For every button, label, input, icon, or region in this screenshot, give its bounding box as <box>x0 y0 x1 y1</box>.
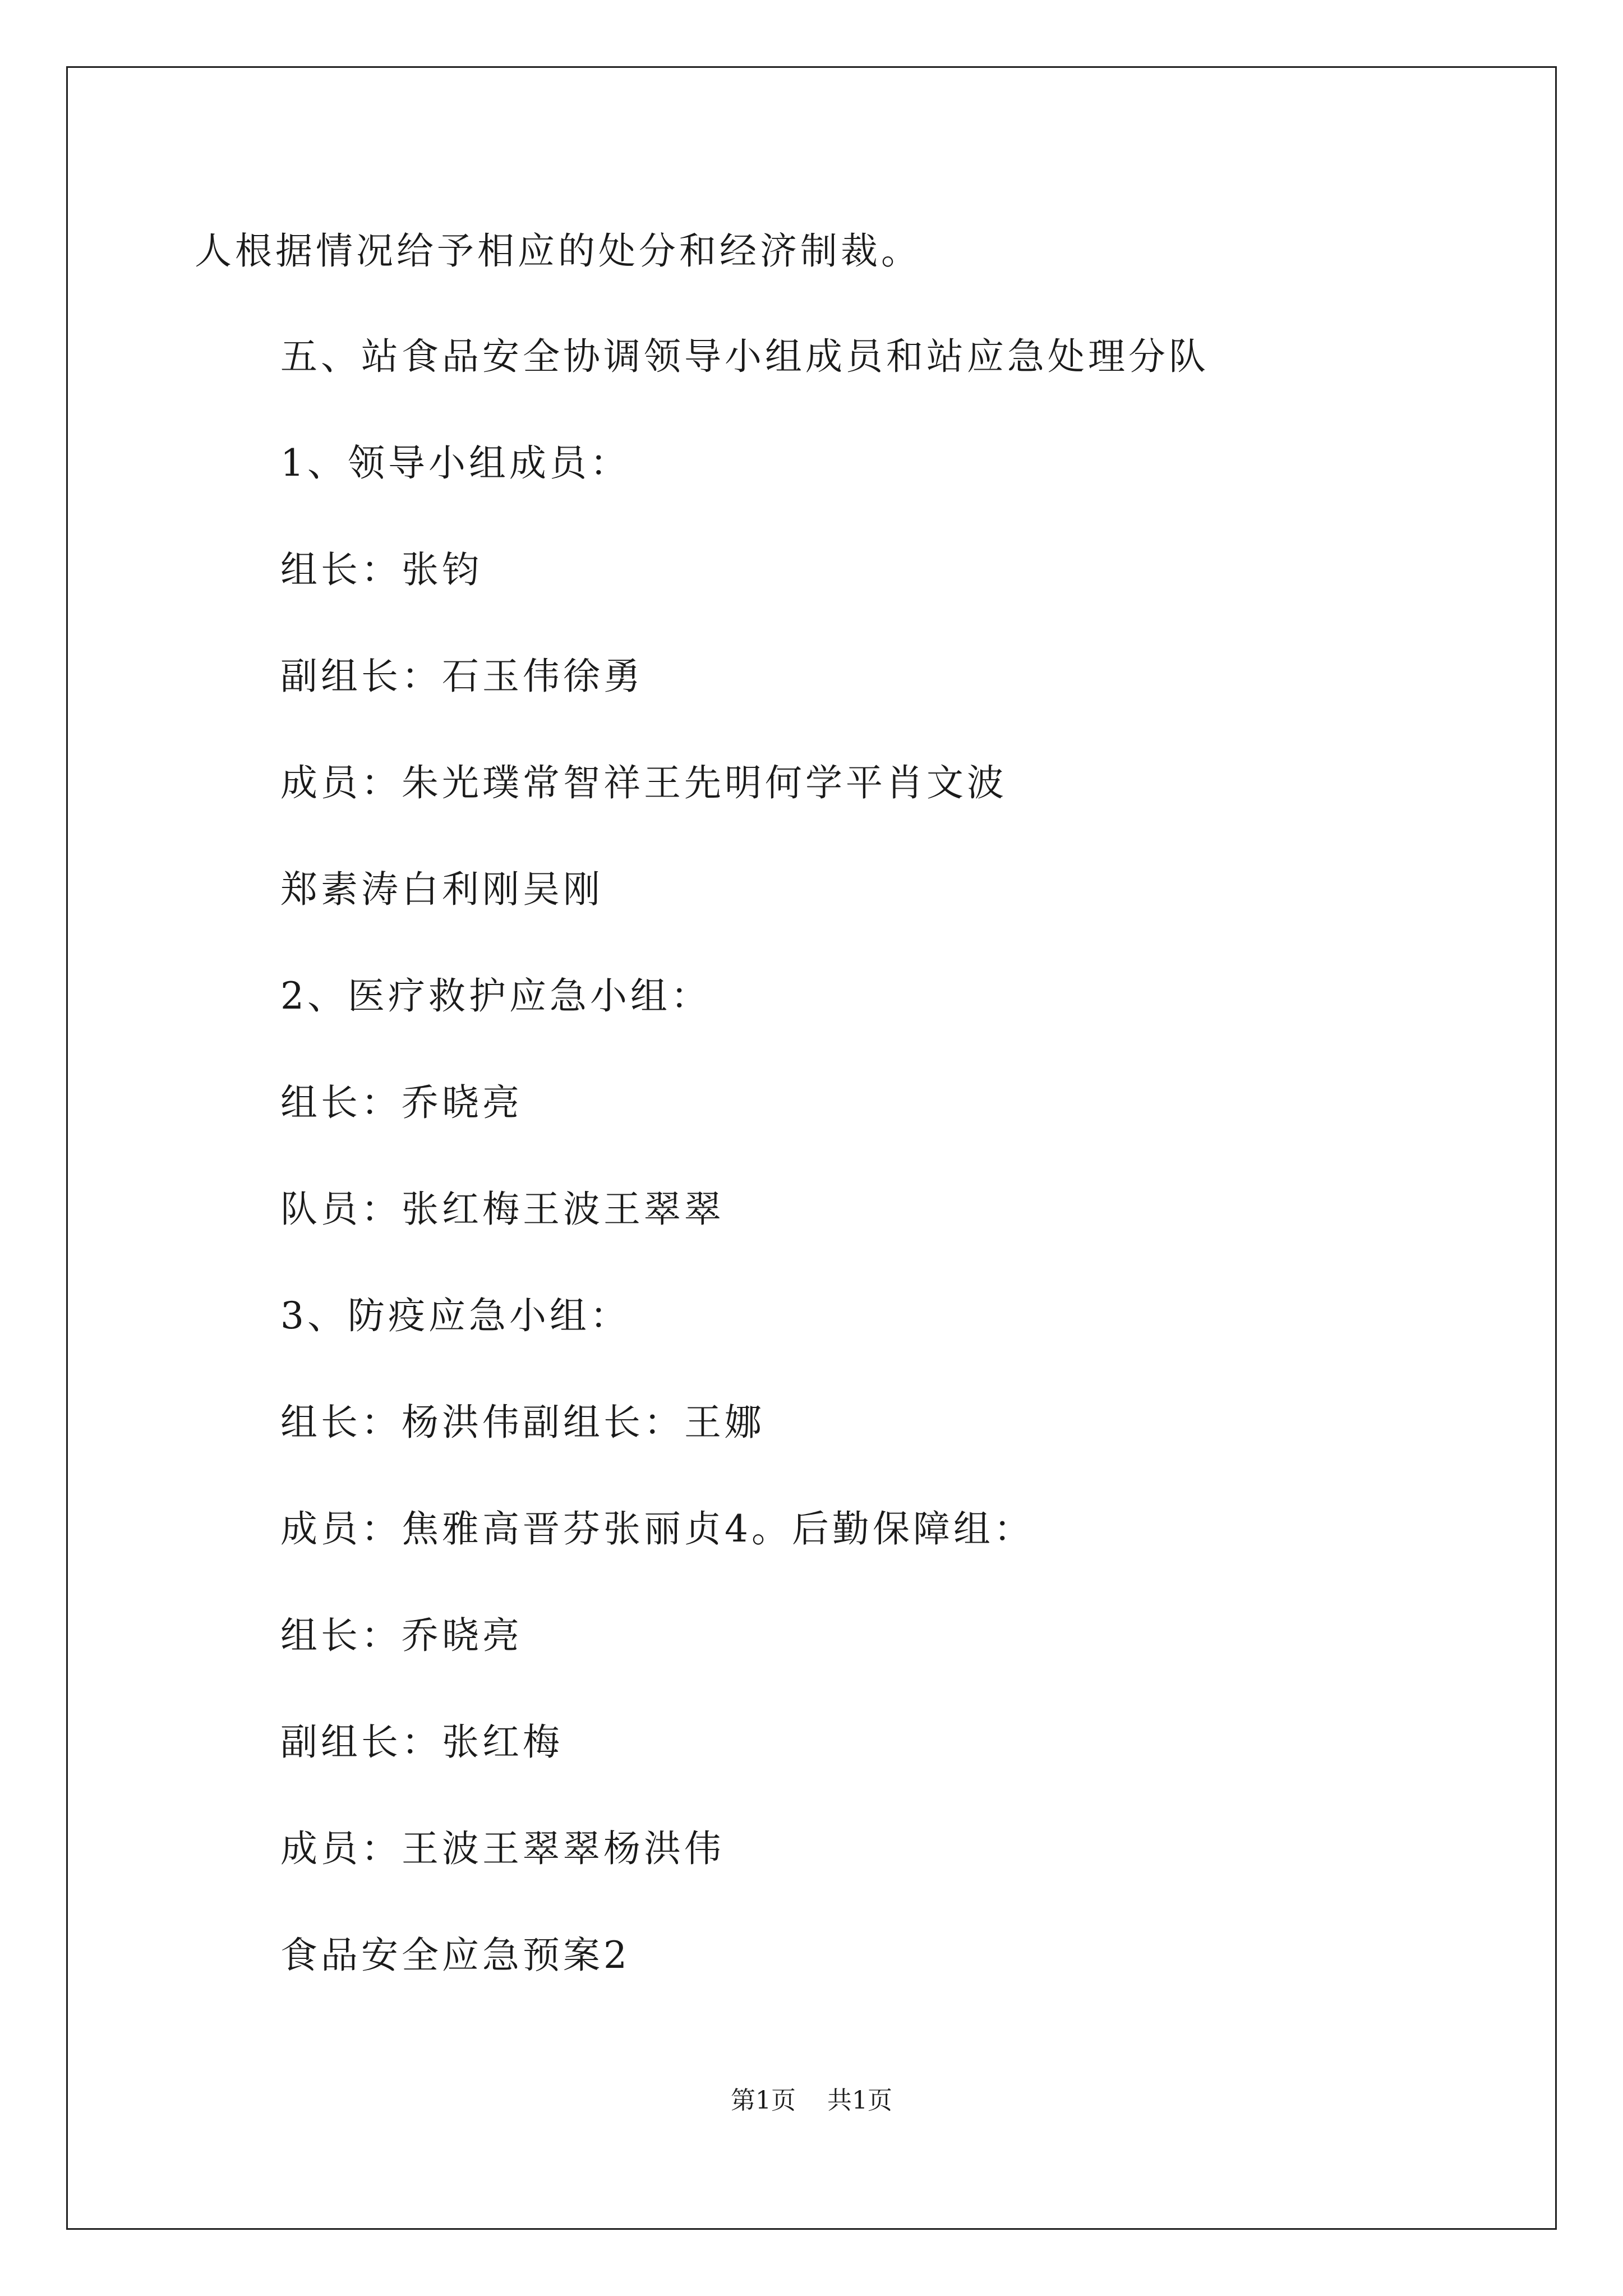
logistics-group-members: 成员：王波王翠翠杨洪伟 <box>280 1827 725 1870</box>
subsection-heading-medical: 2、医疗救护应急小组： <box>280 974 711 1018</box>
medical-group-head: 组长：乔晓亮 <box>280 1081 523 1124</box>
epidemic-group-heads: 组长：杨洪伟副组长：王娜 <box>280 1401 765 1444</box>
page-border <box>66 66 1557 2230</box>
logistics-group-deputy: 副组长：张红梅 <box>280 1720 563 1764</box>
page-number-current: 第1页 <box>731 2086 796 2115</box>
leader-group-members-cont: 郑素涛白利刚吴刚 <box>280 868 603 911</box>
logistics-group-head: 组长：乔晓亮 <box>280 1614 523 1657</box>
leader-group-head: 组长：张钧 <box>280 548 482 591</box>
page-footer <box>0 2084 1623 2118</box>
subsection-heading-leaders: 1、领导小组成员： <box>280 441 630 485</box>
epidemic-group-members: 成员：焦雅高晋芬张丽贞4。后勤保障组： <box>280 1507 1034 1550</box>
leader-group-members: 成员：朱光璞常智祥王先明何学平肖文波 <box>280 761 1007 804</box>
next-document-title: 食品安全应急预案2 <box>280 1934 630 1977</box>
subsection-heading-epidemic: 3、防疫应急小组： <box>280 1294 630 1337</box>
section-heading: 五、站食品安全协调领导小组成员和站应急处理分队 <box>280 335 1209 378</box>
page-number-total: 共1页 <box>827 2086 892 2115</box>
body-line-1: 人根据情况给予相应的处分和经济制裁。 <box>195 229 921 273</box>
leader-group-deputy: 副组长：石玉伟徐勇 <box>280 655 644 698</box>
medical-group-members: 队员：张红梅王波王翠翠 <box>280 1188 725 1231</box>
